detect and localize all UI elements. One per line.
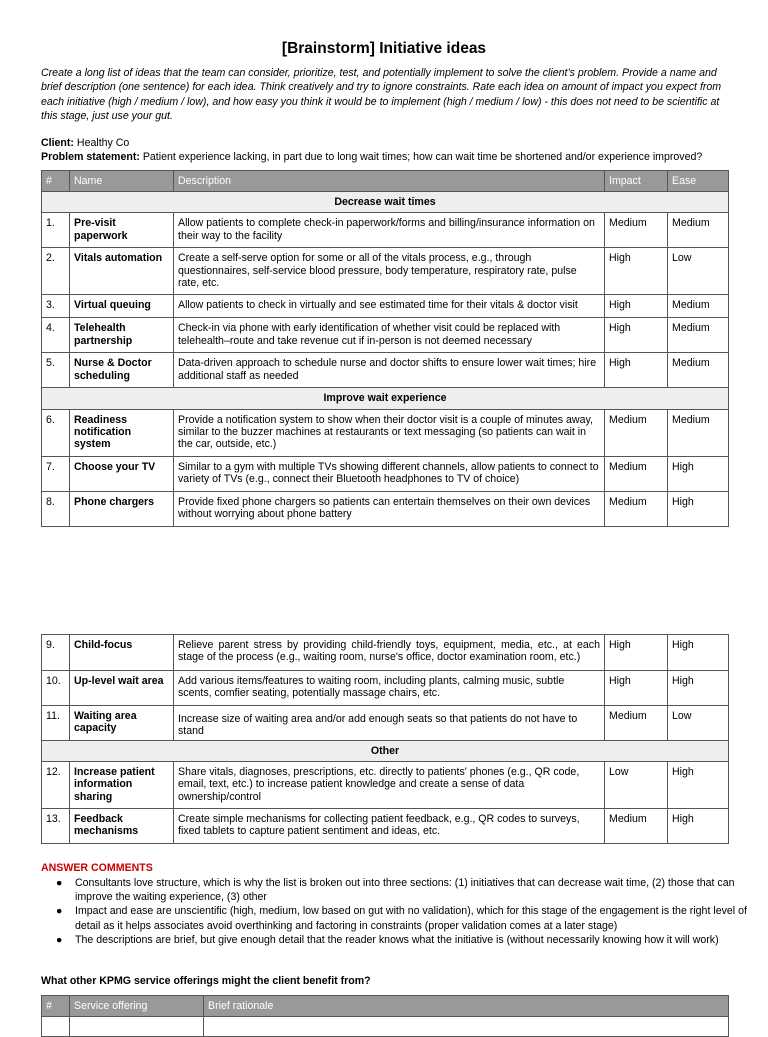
header-ease: Ease [668,171,729,192]
table-row [42,213,729,248]
row-num: 3. [42,295,70,318]
table-row [42,295,729,318]
row-description: Check-in via phone with early identification of whether visit could be replaced with telehealth–route and take revenue cut if in-person is not deemed necessary [174,318,605,353]
table-header-row [42,171,729,192]
table-row [42,762,729,809]
empty-cell [42,1017,70,1037]
row-name: Vitals automation [70,248,174,295]
row-description: Relieve parent stress by providing child-friendly toys, equipment, media, etc., at each stage of the process (e.g., waiting room, nurse's office, doctor examination room, etc.) [174,635,605,671]
row-impact: Medium [605,706,668,741]
row-impact: High [605,318,668,353]
row-impact: High [605,635,668,671]
row-impact: Medium [605,491,668,526]
answer-comments-list [41,876,765,947]
header-service-offering: Service offering [70,996,204,1017]
table-row [42,635,729,671]
row-description: Increase size of waiting area and/or add enough seats so that patients do not have to stand [174,706,605,741]
row-impact: High [605,353,668,388]
row-description: Data-driven approach to schedule nurse and doctor shifts to ensure lower wait times; hire additional staff as needed [174,353,605,388]
empty-cell [204,1017,729,1037]
section-row [42,192,729,213]
row-name: Nurse & Doctor scheduling [70,353,174,388]
row-description: Add various items/features to waiting room, including plants, calming music, subtle scents, comfier seating, potentially massage chairs, etc. [174,671,605,706]
row-ease: Medium [668,353,729,388]
header-name: Name [70,171,174,192]
row-ease: Medium [668,409,729,456]
row-ease: High [668,809,729,844]
initiatives-table-part-1 [41,170,729,527]
row-num: 5. [42,353,70,388]
table-row [42,248,729,295]
row-num: 6. [42,409,70,456]
row-description: Create a self-serve option for some or all of the vitals process, e.g., through questionnaires, self-service blood pressure, body temperature, respiratory rate, pulse rate, etc. [174,248,605,295]
bullet-icon: ● [56,933,63,946]
row-name: Increase patient information sharing [70,762,174,809]
service-offerings-question: What other KPMG service offerings might the client benefit from? [41,975,371,987]
bullet-icon: ● [56,905,63,918]
list-item [56,904,765,932]
client-label: Client: [41,137,74,149]
section-row [42,388,729,409]
row-description: Provide a notification system to show when their doctor visit is a couple of minutes away, similar to the buzzer machines at restaurants or text messaging (so patients can wait in the car, outside, etc.) [174,409,605,456]
comment-text: The descriptions are brief, but give enough detail that the reader knows what the initiative is (without necessarily knowing how it will work) [75,933,719,946]
row-description: Allow patients to check in virtually and see estimated time for their vitals & doctor visit [174,295,605,318]
row-description: Provide fixed phone chargers so patients can entertain themselves on their own devices without worrying about phone battery [174,491,605,526]
table-row [42,1017,729,1037]
row-ease: High [668,635,729,671]
row-num: 2. [42,248,70,295]
header-impact: Impact [605,171,668,192]
row-num: 9. [42,635,70,671]
intro-instructions: Create a long list of ideas that the team can consider, prioritize, test, and potentially implement to solve the client’s problem. Provide a name and brief description (one sentence) for each idea. Think creatively and try to ignore constraints. Rate each idea on amount of impact you expect from each initiative (high / medium / low), and how easy you think it would be to implement (high / medium / low) - this does not need to be scientific at this stage, just use your gut. [41,67,722,122]
row-impact: High [605,248,668,295]
row-name: Choose your TV [70,456,174,491]
row-num: 11. [42,706,70,741]
row-name: Up-level wait area [70,671,174,706]
problem-label: Problem statement: [41,151,140,163]
row-impact: Medium [605,213,668,248]
table-row [42,671,729,706]
table-row [42,409,729,456]
row-description: Create simple mechanisms for collecting patient feedback, e.g., QR codes to surveys, fixed tablets to capture patient sentiment and ideas, etc. [174,809,605,844]
row-ease: High [668,491,729,526]
comment-text: Impact and ease are unscientific (high, medium, low based on gut with no validation), which for this stage of the engagement is the right level of detail as it helps associates avoid overthinking and factoring in constraints (proper validation comes at a later stage) [75,905,747,932]
table-row [42,353,729,388]
initiatives-table-part-2 [41,634,729,844]
answer-comments-heading: ANSWER COMMENTS [41,862,153,874]
section-improve-wait-experience: Improve wait experience [42,388,729,409]
row-num: 10. [42,671,70,706]
row-name: Feedback mechanisms [70,809,174,844]
section-row [42,741,729,762]
row-name: Waiting area capacity [70,706,174,741]
table-row [42,809,729,844]
table-row [42,456,729,491]
row-impact: High [605,671,668,706]
client-value: Healthy Co [73,137,130,149]
page-title: [Brainstorm] Initiative ideas [281,40,487,57]
header-brief-rationale: Brief rationale [204,996,729,1017]
row-description: Share vitals, diagnoses, prescriptions, etc. directly to patients' phones (e.g., QR code, email, text, etc.) to increase patient knowledge and create a sense of data ownership/control [174,762,605,809]
row-impact: Medium [605,409,668,456]
row-impact: Medium [605,809,668,844]
list-item [56,876,765,904]
header-description: Description [174,171,605,192]
service-offerings-table [41,995,729,1037]
problem-value: Patient experience lacking, in part due to long wait times; how can wait time be shortened and/or experience improved? [139,151,703,163]
row-name: Virtual queuing [70,295,174,318]
row-description: Allow patients to complete check-in paperwork/forms and billing/insurance information on their way to the facility [174,213,605,248]
row-name: Phone chargers [70,491,174,526]
row-num: 7. [42,456,70,491]
header-num: # [42,996,70,1017]
table-row [42,318,729,353]
row-ease: High [668,456,729,491]
problem-statement-line [41,151,702,163]
client-line [41,137,129,149]
row-ease: High [668,762,729,809]
row-ease: High [668,671,729,706]
row-num: 4. [42,318,70,353]
bullet-icon: ● [56,877,63,889]
row-num: 1. [42,213,70,248]
row-num: 12. [42,762,70,809]
row-num: 13. [42,809,70,844]
row-impact: Low [605,762,668,809]
row-ease: Low [668,706,729,741]
header-num: # [42,171,70,192]
row-ease: Medium [668,213,729,248]
row-description: Similar to a gym with multiple TVs showing different channels, allow patients to connect to variety of TVs (e.g., connect their Bluetooth headphones to TV of choice) [174,456,605,491]
table-row [42,706,729,741]
row-impact: High [605,295,668,318]
empty-cell [70,1017,204,1037]
row-ease: Medium [668,318,729,353]
list-item [56,933,765,947]
row-impact: Medium [605,456,668,491]
section-decrease-wait-times: Decrease wait times [42,192,729,213]
row-ease: Medium [668,295,729,318]
row-name: Child-focus [70,635,174,671]
row-name: Readiness notification system [70,409,174,456]
row-num: 8. [42,491,70,526]
section-other: Other [42,741,729,762]
table-header-row [42,996,729,1017]
comment-text: Consultants love structure, which is why the list is broken out into three sections: (1) initiatives that can decrease wait time, (2) those that can improve the waiting experience, (3) other [75,877,735,904]
row-name: Pre-visit paperwork [70,213,174,248]
row-name: Telehealth partnership [70,318,174,353]
row-ease: Low [668,248,729,295]
table-row [42,491,729,526]
